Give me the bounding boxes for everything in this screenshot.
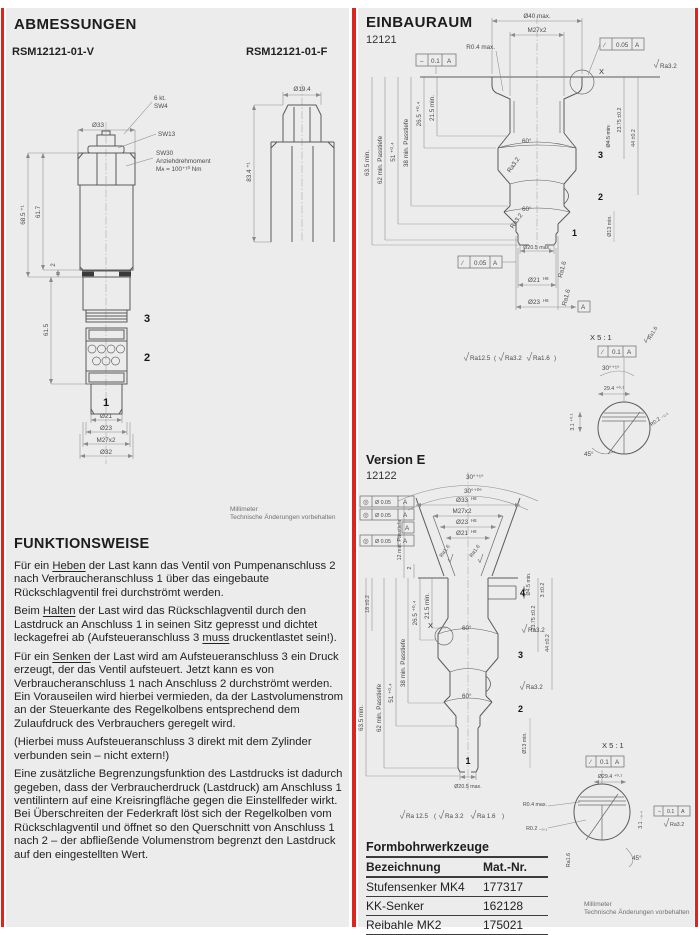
angle-label: 60° [462, 693, 472, 700]
detail-title: X 5 : 1 [590, 333, 612, 342]
roughness-label: Ra1.6 [556, 260, 569, 279]
dim: 0.05 [474, 260, 487, 267]
paragraph: Eine zusätzliche Begrenzungsfunktion des Lastdrucks ist dadurch gegeben, dass der Verbraucherdruck (Lastdruck) am Anschluss 1 ventilintern auf eine Kreisringfläche gegen die Einstellfeder wirkt. Bei Überschreiten der Federkraft löst sich der Regelkolben vom Rückschlagventil und öffnet so den Querschnitt von Anschluss 1 nach 2 – der abfließende Volumenstrom begrenzt den Lastdruck auf den eingestellten Wert. [14, 768, 343, 861]
roughness-label: Ra 3.2 [445, 813, 464, 820]
svg-text:H8: H8 [471, 529, 477, 534]
dim: 44 ±0.2 [631, 129, 637, 147]
o-ring [82, 272, 131, 277]
flag-symbol: – [420, 58, 424, 65]
port-4-label: 4 [520, 588, 526, 598]
dimension-drawing [6, 82, 349, 518]
dim: Ø13 min. [522, 732, 528, 754]
roughness-label: Ra1.6 [647, 325, 660, 342]
dim: 21.5 min. [429, 95, 436, 121]
port-1-label: 1 [465, 756, 471, 766]
datum-label: A [447, 58, 452, 65]
dim: 3.1 ₋₀.₄ [638, 811, 644, 829]
dim: 83.4 ⁺¹ [246, 162, 253, 182]
dim: 2 [50, 263, 57, 267]
cavity-drawing-12121 [358, 8, 694, 463]
paragraph: (Hierbei muss Aufsteueranschluss 3 direkt mit dem Zylinder verbunden sein – nicht extern!) [14, 736, 312, 762]
table-cell: Stufensenker MK4 [366, 877, 483, 897]
page-border-center [352, 8, 356, 927]
dim: Ø19.4 [293, 86, 311, 93]
roughness-label: Ra3.2 [506, 156, 522, 175]
angle-label: 45° [584, 451, 594, 458]
dim: 23.75 ±0.2 [531, 605, 537, 631]
angle-label: 30°⁺¹° [466, 474, 484, 481]
dim: Ø33 [456, 497, 468, 504]
drawing-footnote: Millimeter Technische Änderungen vorbehalten [584, 901, 690, 917]
flag-symbol: ∕ [604, 42, 606, 49]
page-border-left [1, 8, 4, 927]
version-title: Version E [366, 452, 426, 467]
dim: 0.1 [667, 809, 675, 815]
detail-marker: X [599, 67, 605, 76]
dim: 63.5 min. [358, 705, 365, 731]
roughness-label: Ra3.2 [505, 355, 522, 362]
dim: Ø32 [100, 449, 112, 456]
detail-x-drawing [598, 402, 650, 454]
svg-text:): ) [554, 355, 557, 362]
dim: SW30 [156, 150, 174, 157]
dim: R0.2 ₋₀.₁ [649, 410, 670, 429]
port-2-label: 2 [144, 352, 151, 364]
angle-label: 30°⁺⁰° [464, 488, 482, 495]
port-1-label: 1 [102, 397, 110, 409]
svg-text:(: ( [494, 355, 497, 362]
dim: 68.5 ⁺¹ [20, 205, 27, 225]
roughness-label: Ra1.6 [566, 852, 572, 868]
dim: Ø40 max. [523, 13, 551, 20]
svg-text:Ø 0.05: Ø 0.05 [375, 539, 391, 545]
dim: 61.5 [43, 323, 50, 337]
section-title-funktionsweise: FUNKTIONSWEISE [14, 536, 150, 552]
flag-symbol: ∕ [590, 759, 592, 766]
table-cell: 175021 [483, 916, 548, 935]
dimension-lines [372, 18, 638, 454]
dim: 61.7 [35, 205, 42, 219]
dim: Ø33 [92, 122, 104, 129]
dim: 38 min. Passtiefe [400, 638, 407, 688]
detail-x-drawing-e [574, 784, 630, 840]
datum-label: A [493, 260, 498, 267]
dim: R0.4 max. [466, 44, 495, 51]
dim: 26.5 ⁺⁰·⁴ [416, 101, 423, 127]
dim: Mᴀ = 100⁺¹⁰ Nm [156, 166, 202, 173]
svg-text:Ø 0.05: Ø 0.05 [375, 513, 391, 519]
page-border-right [695, 8, 698, 927]
dim: Ø21 [100, 413, 112, 420]
dimension-lines [28, 102, 156, 459]
table-title: Formbohrwerkzeuge [366, 840, 548, 858]
dim: R0.2 ₋₀.₁ [526, 826, 547, 832]
dim: 23.75 ±0.2 [617, 107, 623, 133]
svg-text:A: A [403, 499, 408, 506]
gdt-symbol: ◎ [363, 499, 369, 506]
dim: 0.1 [600, 759, 609, 766]
roughness-label: Ra3.2 [660, 63, 677, 70]
svg-text:Ø 0.05: Ø 0.05 [375, 500, 391, 506]
flag-symbol: ∕ [602, 349, 604, 356]
roughness-label: Ra1.6 [438, 543, 452, 559]
datum-label: A [681, 809, 685, 815]
gdt-symbol: ◎ [363, 512, 369, 519]
dim: Ø20.5 max. [523, 245, 551, 251]
panel-einbauraum [358, 8, 694, 932]
roughness-label: Ra12.5 [470, 355, 491, 362]
dim: M27x2 [452, 508, 472, 515]
tolerance-flags [416, 38, 644, 357]
roughness-label: Ra 12.5 [406, 813, 429, 820]
drawing-code-12121: 12121 [366, 34, 397, 46]
dim: 0.1 [431, 58, 440, 65]
dim: Ø13 min. [607, 215, 613, 237]
roughness-label: Ra1.6 [468, 543, 482, 559]
dim: 26.5 ⁺⁰·⁴ [412, 600, 419, 626]
dim: Ø29.4 ⁺⁰·¹ [597, 774, 623, 780]
dim: 0.05 [616, 42, 629, 49]
roughness-label: Ra3.2 [670, 822, 685, 828]
paragraph: Beim Halten der Last wird das Rückschlagventil durch den Lastdruck an Anschluss 1 in seinen Sitz gepresst und dichtet leckagefrei ab (Aufsteueranschluss 3 muss druckentlastet sein!). [14, 605, 337, 645]
datum-label: A [627, 349, 632, 356]
dim: 44 ±0.2 [545, 634, 551, 652]
dim: 3 ±0.2 [540, 582, 546, 598]
dim: Ø4.5 min. [526, 572, 532, 596]
datum-label: A [615, 759, 620, 766]
angle-label: 30°⁺¹° [602, 365, 620, 372]
dim: 29.4 ⁺⁰·¹ [603, 386, 625, 392]
formbohrwerkzeuge-table [366, 840, 548, 935]
section-title-einbauraum: EINBAURAUM [366, 14, 473, 31]
angle-label: 60° [522, 138, 532, 145]
dim: Ø23 [528, 299, 540, 306]
svg-text:A: A [403, 538, 408, 545]
panel-abmessungen [6, 8, 349, 927]
table-cell: KK-Senker [366, 897, 483, 916]
svg-text:H8: H8 [471, 518, 477, 523]
svg-text:H8: H8 [543, 298, 549, 303]
roughness-label: Ra 1.6 [477, 813, 496, 820]
dim: 51 ⁺⁰·⁴ [390, 142, 397, 162]
dim: 62 min. Passtiefe [376, 683, 383, 733]
port-3-label: 3 [144, 313, 151, 325]
port-2-label: 2 [598, 192, 604, 202]
flag-symbol: ∕ [462, 260, 464, 267]
flag-symbol: – [658, 809, 661, 815]
svg-text:H8: H8 [543, 276, 549, 281]
dim: M27x2 [96, 437, 116, 444]
table-cell: 177317 [483, 877, 548, 897]
funktionsweise-text [14, 560, 348, 862]
variant-label-f: RSM12121-01-F [246, 46, 328, 58]
dim: Ø4.5 min. [606, 124, 612, 148]
angle-label: 60° [522, 206, 532, 213]
roughness-label: Ra3.2 [526, 684, 543, 691]
angle-label: 45° [632, 855, 642, 862]
dim: 0.1 [612, 349, 621, 356]
dim: M27x2 [527, 27, 547, 34]
variant-label-v: RSM12121-01-V [12, 46, 94, 58]
svg-text:(: ( [434, 813, 437, 820]
gdt-symbol: ◎ [363, 538, 369, 545]
section-title-abmessungen: ABMESSUNGEN [14, 16, 137, 33]
dim: 18 ±0.2 [365, 595, 371, 613]
port-3-label: 3 [518, 650, 524, 660]
paragraph: Für ein Heben der Last kann das Ventil von Pumpenanschluss 2 nach Verbraucheranschluss 1 über das eingebaute Rückschlagventil frei durchströmt werden. [14, 560, 336, 599]
dim: 12 min. Passtiefe [397, 519, 403, 561]
dim: SW4 [154, 103, 168, 110]
dim: Anziehdrehmoment [156, 158, 211, 165]
table-cell: Reibahle MK2 [366, 916, 483, 935]
svg-text:A: A [403, 512, 408, 519]
svg-text:): ) [502, 813, 505, 820]
paragraph: Für ein Senken der Last wird am Aufsteueranschluss 3 ein Druck erzeugt, der das Ventil aufsteuert. Jetzt kann es von Verbraucheranschluss 1 nach Anschluss 2 durchströmt werden. Ein Vorauseilen wird hierbei vermieden, da der Lastvolumenstrom an der Steuerkante des Regelkolbens entsprechend dem Zulaufdruck des Verbrauchers geregelt wird. [14, 650, 344, 730]
dim: 21.5 min. [424, 593, 431, 619]
detail-title: X 5 : 1 [602, 741, 624, 750]
roughness-label: Ra1.6 [560, 288, 573, 307]
funktionsweise-section [14, 536, 348, 867]
datum-label: A [581, 304, 586, 311]
datum-label: A [405, 525, 410, 532]
dim: Ø21 [456, 530, 468, 537]
dim: 6 kt. [154, 95, 166, 102]
cavity-drawing-12122 [358, 468, 694, 890]
table-cell: 162128 [483, 897, 548, 916]
dim: 3.1 ⁺⁰·¹ [570, 413, 576, 431]
dim: 38 min. Passtiefe [403, 118, 410, 168]
dim: 62 min. Passtiefe [377, 135, 384, 185]
roughness-label: Ra1.6 [533, 355, 550, 362]
dim: R0.4 max. [522, 802, 547, 808]
dim: SW13 [158, 131, 176, 138]
dim: Ø23 [456, 519, 468, 526]
dim: 63.5 min. [364, 150, 371, 176]
valve-body-f [271, 105, 334, 242]
table-row [366, 916, 548, 935]
table-row [366, 897, 548, 916]
table-row [366, 877, 548, 897]
roughness-label: Ra3.2 [509, 212, 525, 231]
port-2-label: 2 [518, 704, 524, 714]
dim: 2 [407, 566, 413, 570]
dim: Ø23 [100, 425, 112, 432]
drawing-footnote: Millimeter Technische Änderungen vorbehalten [230, 506, 336, 522]
angle-label: 60° [462, 625, 472, 632]
column-header-bezeichnung: Bezeichnung [366, 858, 483, 877]
drawing-code-12122: 12122 [366, 470, 397, 482]
dim: 51 ⁺⁰·⁴ [388, 683, 395, 703]
detail-marker: X [428, 621, 434, 630]
dim: Ø20.5 max. [454, 784, 482, 790]
datum-label: A [635, 42, 640, 49]
dim: Ø21 [528, 277, 540, 284]
roughness-label: Ra3.2 [528, 627, 545, 634]
column-header-matnr: Mat.-Nr. [483, 858, 548, 877]
port-3-label: 3 [598, 150, 604, 160]
svg-text:H8: H8 [471, 496, 477, 501]
port-1-label: 1 [572, 228, 578, 238]
